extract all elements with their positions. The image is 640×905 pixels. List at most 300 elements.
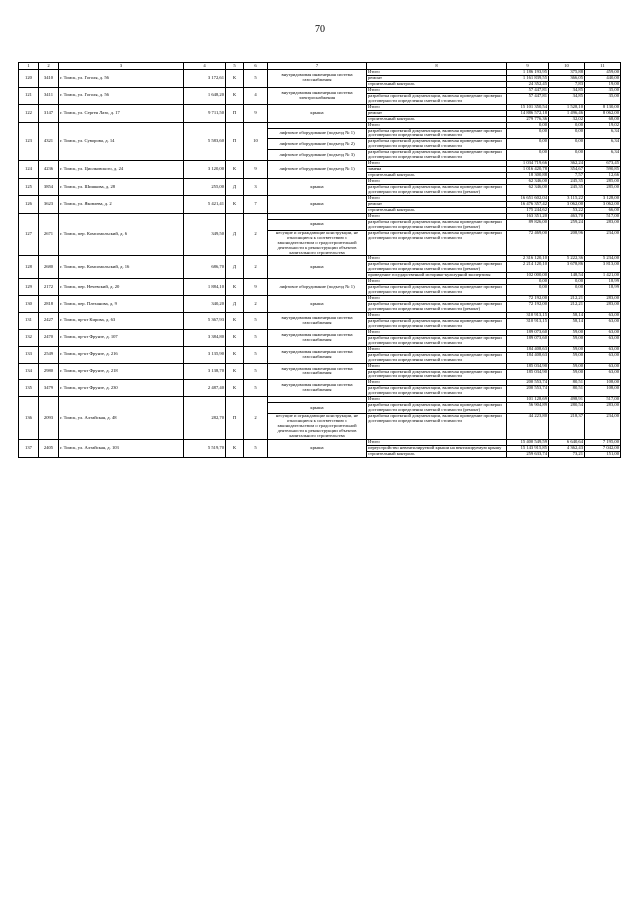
floors: 2 (244, 397, 268, 440)
unit-cost: 280,54 (549, 403, 585, 414)
wall-material: Д (226, 296, 244, 313)
table-row (19, 363, 621, 369)
table-row (19, 296, 621, 302)
max-unit-cost: 3 813,00 (585, 262, 621, 273)
address: г. Томск, ул. Яковлева, д. 2 (59, 195, 184, 213)
address: г. Томск, пер. Комсомольский, д. 16 (59, 256, 184, 279)
address: г. Томск, ул. Циолковского, д. 24 (59, 161, 184, 179)
max-unit-cost: 35,00 (585, 93, 621, 104)
total-area: 9 711,50 (184, 104, 226, 122)
house-id: 3147 (39, 104, 59, 122)
row-number: 129 (19, 279, 39, 296)
wall-material: К (226, 70, 244, 88)
table-row (19, 70, 621, 76)
work-description: разработка проектной документации, включая проведение проверки достоверности определения сметной стоимости (367, 93, 507, 104)
max-unit-cost: 35,00 (585, 87, 621, 93)
cost-total: 1 186 193,95 (507, 70, 549, 76)
work-description: разработка проектной документации, включая проведение проверки достоверности определения сметной стоимости (367, 386, 507, 397)
table-row (19, 439, 621, 445)
floors: 10 (244, 122, 268, 161)
unit-cost: 0,00 (549, 128, 585, 139)
max-unit-cost: 285,00 (585, 179, 621, 185)
wall-material: Д (226, 256, 244, 279)
row-number: 137 (19, 439, 39, 457)
table-row (19, 195, 621, 201)
cost-total: 200 553,74 (507, 380, 549, 386)
row-number: 121 (19, 87, 39, 104)
cost-total: 0,00 (507, 128, 549, 139)
floors: 2 (244, 213, 268, 256)
cost-total: 2 316 120,10 (507, 256, 549, 262)
cost-total: 15 101 350,54 (507, 104, 549, 110)
max-unit-cost: 673,45 (585, 161, 621, 167)
address: г. Томск, ул. Сергея Лазо, д. 17 (59, 104, 184, 122)
cost-total: 184 408,63 (507, 352, 549, 363)
max-unit-cost: 66,00 (585, 207, 621, 213)
unit-cost: 0,00 (549, 285, 585, 296)
column-number: 3 (59, 63, 184, 70)
max-unit-cost: 8 062,00 (585, 110, 621, 116)
row-number: 125 (19, 179, 39, 196)
work-description: разработка проектной документации, включая проведение проверки достоверности определения сметной стоимости (367, 128, 507, 139)
cost-total: 44 223,80 (507, 414, 549, 440)
unit-cost: 0,00 (549, 139, 585, 150)
cost-total: 14 886 572,18 (507, 110, 549, 116)
work-description: Итого (367, 312, 507, 318)
row-number: 130 (19, 296, 39, 313)
work-description: разработка проектной документации, включая проведение проверки достоверности определения сметной стоимости (367, 335, 507, 346)
max-unit-cost: 5 234,00 (585, 256, 621, 262)
house-id: 2818 (39, 296, 59, 313)
work-type: внутридомовая инженерная система газоснабжения (268, 312, 367, 329)
unit-cost: 59,00 (549, 335, 585, 346)
total-area: 686,70 (184, 256, 226, 279)
row-number: 134 (19, 363, 39, 380)
unit-cost: 59,00 (549, 352, 585, 363)
total-area: 1 884,10 (184, 279, 226, 296)
work-description: Итого (367, 161, 507, 167)
wall-material: К (226, 195, 244, 213)
cost-total: 200 553,74 (507, 386, 549, 397)
total-area: 5 583,60 (184, 122, 226, 161)
max-unit-cost: 108,00 (585, 380, 621, 386)
floors: 5 (244, 70, 268, 88)
cost-total: 189 073,60 (507, 335, 549, 346)
unit-cost: 366,05 (549, 75, 585, 81)
work-description: разработка проектной документации, включая проведение проверки достоверности определения сметной стоимости (ремонт) (367, 302, 507, 313)
max-unit-cost: 7 042,00 (585, 445, 621, 451)
column-number: 11 (585, 63, 621, 70)
house-id: 3854 (39, 179, 59, 196)
max-unit-cost: 68,00 (585, 116, 621, 122)
column-number: 8 (367, 63, 507, 70)
row-number: 127 (19, 213, 39, 256)
cost-total: 57 447,81 (507, 93, 549, 104)
floors: 5 (244, 363, 268, 380)
floors: 2 (244, 256, 268, 279)
work-description: разработка проектной документации, включая проведение проверки достоверности определения сметной стоимости (367, 150, 507, 161)
unit-cost: 34,85 (549, 87, 585, 93)
unit-cost: 58,14 (549, 318, 585, 329)
floors: 7 (244, 195, 268, 213)
max-unit-cost: 285,00 (585, 185, 621, 196)
max-unit-cost: 63,00 (585, 352, 621, 363)
max-unit-cost: 234,00 (585, 414, 621, 440)
max-unit-cost: 6,34 (585, 150, 621, 161)
max-unit-cost: 440,00 (585, 75, 621, 81)
floors: 2 (244, 296, 268, 313)
cost-total: 1 161 839,55 (507, 75, 549, 81)
unit-cost: 0,00 (549, 122, 585, 128)
table-row (19, 346, 621, 352)
max-unit-cost: 590,85 (585, 167, 621, 173)
address: г. Томск, пр-кт Фрунзе, д. 216 (59, 346, 184, 363)
work-type: лифтовое оборудование (подъезд № 1) (268, 279, 367, 296)
work-description: Итого (367, 439, 507, 445)
unit-cost: 80,51 (549, 380, 585, 386)
work-type: крыша (268, 179, 367, 196)
work-type: внутридомовая инженерная система газоснабжения (268, 70, 367, 88)
max-unit-cost: 18,99 (585, 285, 621, 296)
wall-material: К (226, 346, 244, 363)
capital-repair-table (18, 62, 621, 458)
work-type: крыша (268, 219, 367, 230)
work-description: Итого (367, 179, 507, 185)
unit-cost: 148,54 (549, 273, 585, 279)
unit-cost: 212,21 (549, 296, 585, 302)
wall-material: П (226, 104, 244, 122)
unit-cost: 245,35 (549, 179, 585, 185)
work-description: Итого (367, 70, 507, 76)
work-description: Итого (367, 195, 507, 201)
unit-cost: 463,70 (549, 213, 585, 219)
total-area: 349,50 (184, 213, 226, 256)
total-area: 255,00 (184, 179, 226, 196)
max-unit-cost: 6,34 (585, 139, 621, 150)
house-id: 2549 (39, 346, 59, 363)
cost-total: 1 016 420,78 (507, 167, 549, 173)
work-description: строительный контроль (367, 116, 507, 122)
work-description: Итого (367, 256, 507, 262)
work-description: Итого (367, 213, 507, 219)
row-number: 131 (19, 312, 39, 329)
work-description: разработка проектной документации, включая проведение проверки достоверности определения сметной стоимости (ремонт) (367, 262, 507, 273)
address: г. Томск, ул. Алтайская, д. 48 (59, 397, 184, 440)
work-type: крыша (268, 403, 367, 414)
unit-cost: 245,35 (549, 185, 585, 196)
max-unit-cost: 1 421,00 (585, 273, 621, 279)
unit-cost: 218,37 (549, 414, 585, 440)
work-description: разработка проектной документации, включая проведение проверки достоверности определения сметной стоимости (ремонт) (367, 219, 507, 230)
page-number: 70 (315, 24, 325, 35)
cost-total: 1 034 719,66 (507, 161, 549, 167)
work-type: крыша (268, 439, 367, 457)
floors: 9 (244, 279, 268, 296)
table-row (19, 179, 621, 185)
total-area: 3 172,61 (184, 70, 226, 88)
cost-total: 310 913,15 (507, 318, 549, 329)
house-id: 3410 (39, 70, 59, 88)
row-number: 124 (19, 161, 39, 179)
max-unit-cost: 7 195,00 (585, 439, 621, 445)
column-number: 1 (19, 63, 39, 70)
cost-total: 16 476 357,42 (507, 201, 549, 207)
work-description: строительный контроль (367, 81, 507, 87)
unit-cost: 1 496,46 (549, 110, 585, 116)
max-unit-cost: 234,00 (585, 230, 621, 256)
work-type: внутридомовая инженерная система газоснабжения (268, 346, 367, 363)
unit-cost: 498,91 (549, 397, 585, 403)
address: г. Томск, ул. Суворова, д. 14 (59, 122, 184, 161)
row-number: 122 (19, 104, 39, 122)
max-unit-cost: 517,00 (585, 397, 621, 403)
unit-cost: 212,21 (549, 302, 585, 313)
unit-cost: 0,00 (549, 150, 585, 161)
table-body (19, 70, 621, 458)
floors: 5 (244, 329, 268, 346)
max-unit-cost: 8 130,00 (585, 104, 621, 110)
wall-material: Д (226, 179, 244, 196)
work-description: строительный контроль (367, 173, 507, 179)
work-description: разработка проектной документации, включая проведение проверки достоверности определения сметной стоимости (367, 285, 507, 296)
column-number: 2 (39, 63, 59, 70)
work-description: проведение государственной историко-культурной экспертизы (367, 273, 507, 279)
house-id: 4321 (39, 122, 59, 161)
table-row (19, 312, 621, 318)
max-unit-cost: 63,00 (585, 369, 621, 380)
house-id: 2980 (39, 363, 59, 380)
wall-material: К (226, 329, 244, 346)
address: г. Томск, ул. Гоголя, д. 56 (59, 87, 184, 104)
work-type: крыша (268, 256, 367, 279)
address: г. Томск, ул. Алтайская, д. 103 (59, 439, 184, 457)
address: г. Томск, пер. Плеханова, д. 9 (59, 296, 184, 313)
work-description: разработка проектной документации, включая проведение проверки достоверности определения сметной стоимости (ремонт) (367, 185, 507, 196)
house-id: 2405 (39, 439, 59, 457)
cost-total: 0,00 (507, 279, 549, 285)
max-unit-cost: 3 128,00 (585, 195, 621, 201)
column-number: 5 (226, 63, 244, 70)
max-unit-cost: 283,00 (585, 302, 621, 313)
work-description: ремонт (367, 201, 507, 207)
house-id: 3623 (39, 195, 59, 213)
total-area: 3 135,90 (184, 346, 226, 363)
wall-material: К (226, 161, 244, 179)
unit-cost: 259,24 (549, 219, 585, 230)
unit-cost: 1 528,10 (549, 104, 585, 110)
cost-total: 175 244,62 (507, 207, 549, 213)
max-unit-cost: 283,00 (585, 219, 621, 230)
cost-total: 2 214 120,10 (507, 262, 549, 273)
work-type: внутридомовая инженерная система газоснабжения (268, 363, 367, 380)
column-number: 7 (268, 63, 367, 70)
unit-cost: 6 640,64 (549, 439, 585, 445)
total-area: 3 384,80 (184, 329, 226, 346)
column-number-row (19, 63, 621, 70)
house-id: 3479 (39, 380, 59, 397)
house-id: 2172 (39, 279, 59, 296)
floors: 3 (244, 179, 268, 196)
house-id: 2680 (39, 256, 59, 279)
row-number: 136 (19, 397, 39, 440)
wall-material: К (226, 439, 244, 457)
cost-total: 0,00 (507, 122, 549, 128)
work-description: разработка проектной документации, включая проведение проверки достоверности определения сметной стоимости (367, 318, 507, 329)
cost-total: 72 469,00 (507, 230, 549, 256)
total-area: 2 487,40 (184, 380, 226, 397)
cost-total: 15 400 549,59 (507, 439, 549, 445)
work-description: Итого (367, 329, 507, 335)
unit-cost: 58,14 (549, 312, 585, 318)
unit-cost: 354,67 (549, 167, 585, 173)
unit-cost: 59,00 (549, 346, 585, 352)
work-type: внутридомовая инженерная система газоснабжения (268, 380, 367, 397)
cost-total: 0,00 (507, 285, 549, 296)
work-description: Итого (367, 104, 507, 110)
cost-total: 185 034,90 (507, 369, 549, 380)
work-description: ремонт (367, 110, 507, 116)
unit-cost: 4 362,43 (549, 445, 585, 451)
cost-total: 279 776,36 (507, 116, 549, 122)
max-unit-cost: 283,00 (585, 296, 621, 302)
unit-cost: 59,00 (549, 369, 585, 380)
wall-material: К (226, 380, 244, 397)
work-type: крыша (268, 195, 367, 213)
cost-total: 18 300,88 (507, 173, 549, 179)
unit-cost: 73,21 (549, 451, 585, 457)
max-unit-cost: 459,00 (585, 70, 621, 76)
work-type: лифтовое оборудование (подъезд № 1) (268, 128, 367, 139)
unit-cost: 32,02 (549, 116, 585, 122)
row-number: 133 (19, 346, 39, 363)
work-description: переустройство невентилируемой крыши на вентилируемую крышу (367, 445, 507, 451)
total-area: 3 120,00 (184, 161, 226, 179)
total-area: 5 421,41 (184, 195, 226, 213)
cost-total: 259 633,74 (507, 451, 549, 457)
unit-cost: 7,83 (549, 81, 585, 87)
house-id: 2671 (39, 213, 59, 256)
total-area: 282,70 (184, 397, 226, 440)
cost-total: 62 346,00 (507, 179, 549, 185)
cost-total: 163 351,20 (507, 213, 549, 219)
max-unit-cost: 63,00 (585, 335, 621, 346)
table-row (19, 87, 621, 93)
work-description: ремонт (367, 75, 507, 81)
floors: 9 (244, 104, 268, 122)
cost-total: 62 346,00 (507, 185, 549, 196)
max-unit-cost: 63,00 (585, 363, 621, 369)
wall-material: К (226, 312, 244, 329)
cost-total: 185 034,90 (507, 363, 549, 369)
work-type: несущие и ограждающие конструкции, не относящиеся к соответствию с законодательством о градостроительной деятельности к реконструкции объектов капитального строительства (268, 230, 367, 256)
floors: 5 (244, 312, 268, 329)
work-type: крыша (268, 104, 367, 122)
work-type: лифтовое оборудование (подъезд № 3) (268, 150, 367, 161)
row-number: 120 (19, 70, 39, 88)
unit-cost: 0,00 (549, 279, 585, 285)
row-number: 135 (19, 380, 39, 397)
unit-cost: 3 062,00 (549, 201, 585, 207)
max-unit-cost: 18,99 (585, 279, 621, 285)
cost-total: 57 447,81 (507, 87, 549, 93)
max-unit-cost: 108,00 (585, 386, 621, 397)
max-unit-cost: 12,66 (585, 173, 621, 179)
total-area: 5 367,93 (184, 312, 226, 329)
cost-total: 89 826,00 (507, 219, 549, 230)
address: г. Томск, ул. Шишкова, д. 28 (59, 179, 184, 196)
work-description: Итого (367, 87, 507, 93)
table-row (19, 104, 621, 110)
work-description: Итого (367, 122, 507, 128)
house-id: 2093 (39, 397, 59, 440)
work-description: строительный контроль (367, 451, 507, 457)
total-area: 5 519,70 (184, 439, 226, 457)
house-id: 4236 (39, 161, 59, 179)
address: г. Томск, пр-кт Фрунзе, д. 218 (59, 363, 184, 380)
work-description: разработка проектной документации, включая проведение проверки достоверности определения сметной стоимости (367, 352, 507, 363)
address: г. Томск, пер. Комсомольский, д. 6 (59, 213, 184, 256)
wall-material: П (226, 122, 244, 161)
house-id: 3411 (39, 87, 59, 104)
cost-total: 101 128,69 (507, 397, 549, 403)
work-type: внутридомовая инженерная система газоснабжения (268, 329, 367, 346)
floors: 5 (244, 439, 268, 457)
work-description: Итого (367, 296, 507, 302)
wall-material: К (226, 87, 244, 104)
work-description: строительный контроль (367, 207, 507, 213)
unit-cost: 53,22 (549, 207, 585, 213)
cost-total: 16 651 602,04 (507, 195, 549, 201)
total-area: 3 138,70 (184, 363, 226, 380)
work-description: Итого (367, 397, 507, 403)
max-unit-cost: 3 062,00 (585, 201, 621, 207)
work-type: крыша (268, 296, 367, 313)
row-number: 126 (19, 195, 39, 213)
max-unit-cost: 63,00 (585, 318, 621, 329)
address: г. Томск, ул. Гоголя, д. 56 (59, 70, 184, 88)
address: г. Томск, пр-кт Фрунзе, д. 230 (59, 380, 184, 397)
row-number: 132 (19, 329, 39, 346)
floors: 5 (244, 346, 268, 363)
column-number: 4 (184, 63, 226, 70)
max-unit-cost: 19,00 (585, 81, 621, 87)
cost-total: 56 904,89 (507, 403, 549, 414)
cost-total: 310 913,15 (507, 312, 549, 318)
work-type: внутридомовая инженерная система электроснабжения (268, 87, 367, 104)
table-row (19, 329, 621, 335)
floors: 5 (244, 380, 268, 397)
row-number: 123 (19, 122, 39, 161)
cost-total: 24 352,45 (507, 81, 549, 87)
total-area: 340,20 (184, 296, 226, 313)
work-description: разработка проектной документации, включая проведение проверки достоверности определения сметной стоимости (367, 139, 507, 150)
table-row (19, 256, 621, 262)
address: г. Томск, пер. Нечевский, д. 20 (59, 279, 184, 296)
cost-total: 72 192,00 (507, 296, 549, 302)
cost-total: 102 000,00 (507, 273, 549, 279)
table-row (19, 161, 621, 167)
unit-cost: 5 222,36 (549, 256, 585, 262)
work-description: Итого (367, 380, 507, 386)
work-description: разработка проектной документации, включая проведение проверки достоверности определения сметной стоимости (367, 414, 507, 440)
cost-total: 189 073,60 (507, 329, 549, 335)
column-number: 9 (507, 63, 549, 70)
max-unit-cost: 151,00 (585, 451, 621, 457)
work-type: несущие и ограждающие конструкции, не относящиеся к соответствию с законодательством о градостроительной деятельности к реконструкции объектов капитального строительства (268, 414, 367, 440)
work-description: разработка проектной документации, включая проведение проверки достоверности определения сметной стоимости (367, 230, 507, 256)
max-unit-cost: 19,02 (585, 122, 621, 128)
address: г. Томск, пр-кт Фрунзе, д. 107 (59, 329, 184, 346)
